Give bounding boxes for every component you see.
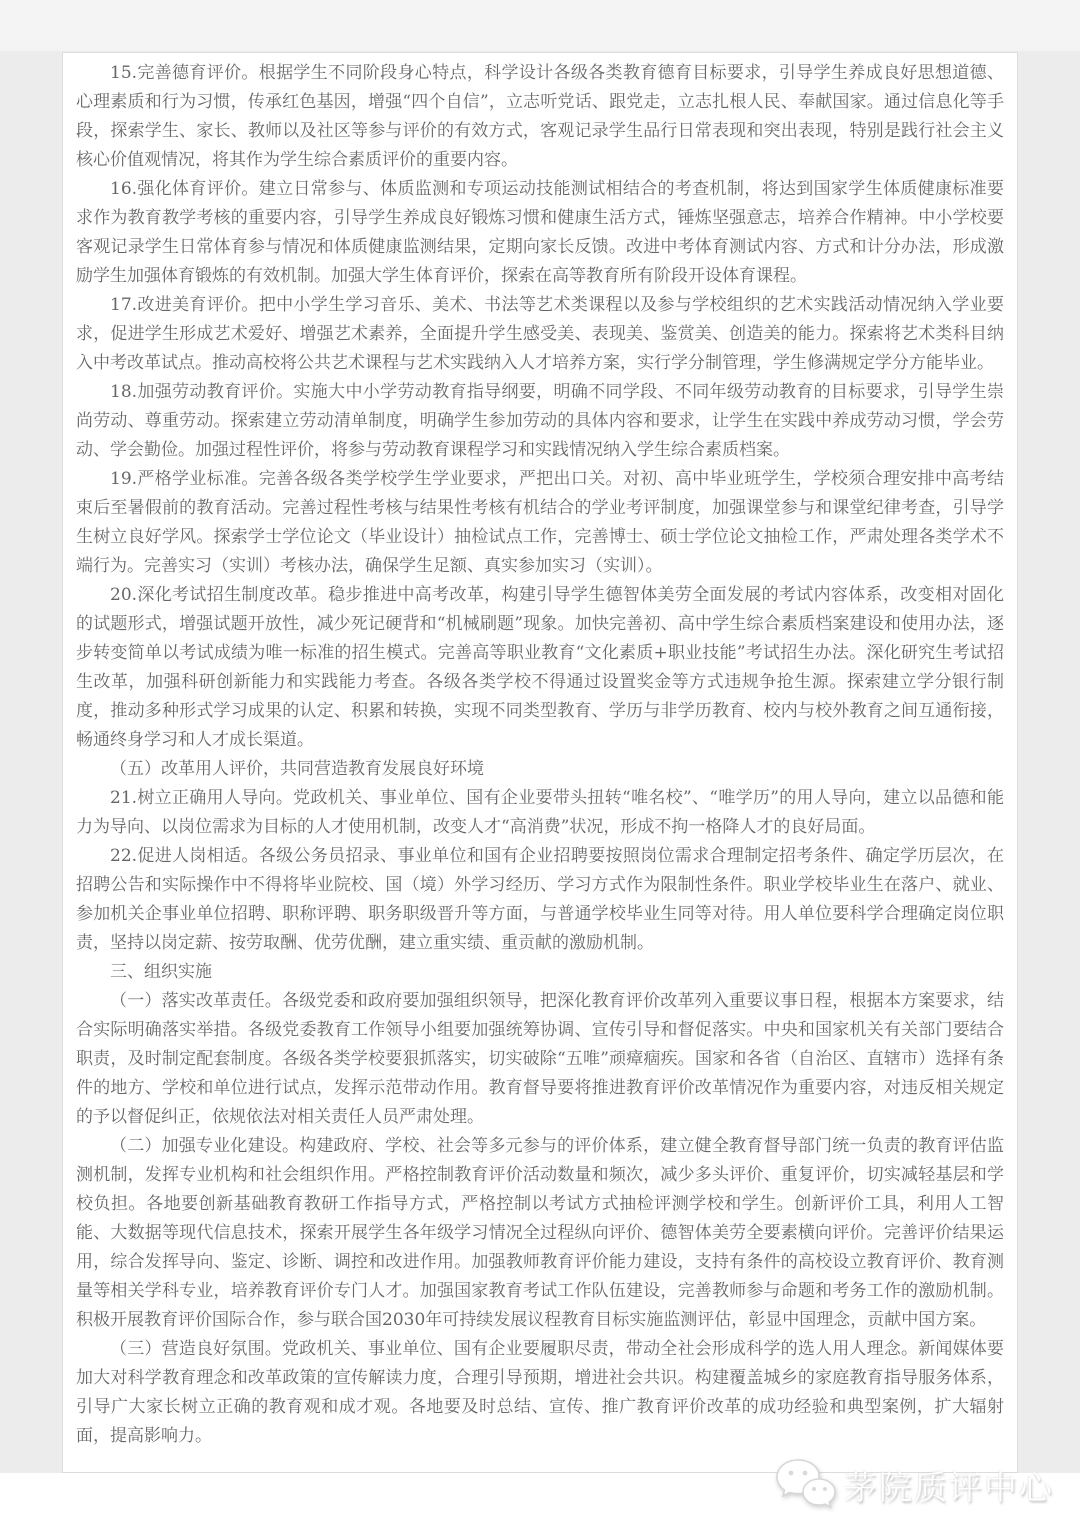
paragraph: 20.深化考试招生制度改革。稳步推进中高考改革，构建引导学生德智体美劳全面发展的考试内容体系，改变相对固化的试题形式，增强试题开放性，减少死记硬背和“机械刷题”现象。加快完善初、高中学生综合素质档案建设和使用办法，逐步转变简单以考试成绩为唯一标准的招生模式。完善高等职业教育“文化素质+职业技能”考试招生办法。深化研究生考试招生改革，加强科研创新能力和实践能力考查。各级各类学校不得通过设置奖金等方式违规争抢生源。探索建立学分银行制度，推动多种形式学习成果的认定、积累和转换，实现不同类型教育、学历与非学历教育、校内与校外教育之间互通衔接，畅通终身学习和人才成长渠道。	[76, 585, 1004, 750]
paragraph: 18.加强劳动教育评价。实施大中小学劳动教育指导纲要，明确不同学段、不同年级劳动教育的目标要求，引导学生崇尚劳动、尊重劳动。探索建立劳动清单制度，明确学生参加劳动的具体内容和要求，让学生在实践中养成劳动习惯，学会劳动、学会勤俭。加强过程性评价，将参与劳动教育课程学习和实践情况纳入学生综合素质档案。	[76, 382, 1004, 460]
paragraph: 22.促进人岗相适。各级公务员招录、事业单位和国有企业招聘要按照岗位需求合理制定招考条件、确定学历层次，在招聘公告和实际操作中不得将毕业院校、国（境）外学习经历、学习方式作为限制性条件。职业学校毕业生在落户、就业、参加机关企事业单位招聘、职称评聘、职务职级晋升等方面，与普通学校毕业生同等对待。用人单位要科学合理确定岗位职责，坚持以岗定薪、按劳取酬、优劳优酬，建立重实绩、重贡献的激励机制。	[76, 846, 1004, 953]
watermark-brand-text: 茅院质评中心	[844, 1467, 1054, 1507]
wechat-icon	[774, 1457, 836, 1513]
paragraph: 17.改进美育评价。把中小学生学习音乐、美术、书法等艺术类课程以及参与学校组织的艺术实践活动情况纳入学业要求，促进学生形成艺术爱好、增强艺术素养，全面提升学生感受美、表现美、鉴赏美、创造美的能力。探索将艺术类科目纳入中考改革试点。推动高校将公共艺术课程与艺术实践纳入人才培养方案，实行学分制管理，学生修满规定学分方能毕业。	[76, 295, 1004, 373]
paragraph: 21.树立正确用人导向。党政机关、事业单位、国有企业要带头扭转“唯名校”、“唯学历”的用人导向，建立以品德和能力为导向、以岗位需求为目标的人才使用机制，改变人才“高消费”状况，形成不拘一格降人才的良好局面。	[76, 788, 1004, 837]
paragraph: 三、组织实施	[110, 962, 212, 982]
document-page	[62, 52, 1018, 1473]
paragraph: 16.强化体育评价。建立日常参与、体质监测和专项运动技能测试相结合的考查机制，将达到国家学生体质健康标准要求作为教育教学考核的重要内容，引导学生养成良好锻炼习惯和健康生活方式，锤炼坚强意志，培养合作精神。中小学校要客观记录学生日常体育参与情况和体质健康监测结果，定期向家长反馈。改进中考体育测试内容、方式和计分办法，形成激励学生加强体育锻炼的有效机制。加强大学生体育评价，探索在高等教育所有阶段开设体育课程。	[76, 179, 1004, 286]
paragraph: （三）营造良好氛围。党政机关、事业单位、国有企业要履职尽责，带动全社会形成科学的选人用人理念。新闻媒体要加大对科学教育理念和改革政策的宣传解读力度，合理引导预期，增进社会共识。构建覆盖城乡的家庭教育指导服务体系，引导广大家长树立正确的教育观和成才观。各地要及时总结、宣传、推广教育评价改革的成功经验和典型案例，扩大辐射面，提高影响力。	[76, 1339, 1004, 1446]
paragraph: （五）改革用人评价，共同营造教育发展良好环境	[110, 759, 484, 779]
paragraph: 15.完善德育评价。根据学生不同阶段身心特点，科学设计各级各类教育德育目标要求，引导学生养成良好思想道德、心理素质和行为习惯，传承红色基因，增强“四个自信”，立志听党话、跟党走，立志扎根人民、奉献国家。通过信息化等手段，探索学生、家长、教师以及社区等参与评价的有效方式，客观记录学生品行日常表现和突出表现，特别是践行社会主义核心价值观情况，将其作为学生综合素质评价的重要内容。	[76, 63, 1004, 170]
watermark	[774, 1457, 1054, 1513]
paragraph: （一）落实改革责任。各级党委和政府要加强组织领导，把深化教育评价改革列入重要议事日程，根据本方案要求，结合实际明确落实举措。各级党委教育工作领导小组要加强统筹协调、宣传引导和督促落实。中央和国家机关有关部门要结合职责，及时制定配套制度。各级各类学校要狠抓落实，切实破除“五唯”顽瘴痼疾。国家和各省（自治区、直辖市）选择有条件的地方、学校和单位进行试点，发挥示范带动作用。教育督导要将推进教育评价改革情况作为重要内容，对违反相关规定的予以督促纠正，依规依法对相关责任人员严肃处理。	[76, 991, 1004, 1127]
paragraph: （二）加强专业化建设。构建政府、学校、社会等多元参与的评价体系，建立健全教育督导部门统一负责的教育评估监测机制，发挥专业机构和社会组织作用。严格控制教育评价活动数量和频次，减少多头评价、重复评价，切实减轻基层和学校负担。各地要创新基础教育教研工作指导方式，严格控制以考试方式抽检评测学校和学生。创新评价工具，利用人工智能、大数据等现代信息技术，探索开展学生各年级学习情况全过程纵向评价、德智体美劳全要素横向评价。完善评价结果运用，综合发挥导向、鉴定、诊断、调控和改进作用。加强教师教育评价能力建设，支持有条件的高校设立教育评价、教育测量等相关学科专业，培养教育评价专门人才。加强国家教育考试工作队伍建设，完善教师参与命题和考务工作的激励机制。积极开展教育评价国际合作，参与联合国2030年可持续发展议程教育目标实施监测评估，彰显中国理念，贡献中国方案。	[76, 1136, 1004, 1330]
document-body	[76, 59, 1004, 1451]
paragraph: 19.严格学业标准。完善各级各类学校学生学业要求，严把出口关。对初、高中毕业班学生，学校须合理安排中高考结束后至暑假前的教育活动。完善过程性考核与结果性考核有机结合的学业考评制度，加强课堂参与和课堂纪律考查，引导学生树立良好学风。探索学士学位论文（毕业设计）抽检试点工作，完善博士、硕士学位论文抽检工作，严肃处理各类学术不端行为。完善实习（实训）考核办法，确保学生足额、真实参加实习（实训）。	[76, 469, 1004, 576]
